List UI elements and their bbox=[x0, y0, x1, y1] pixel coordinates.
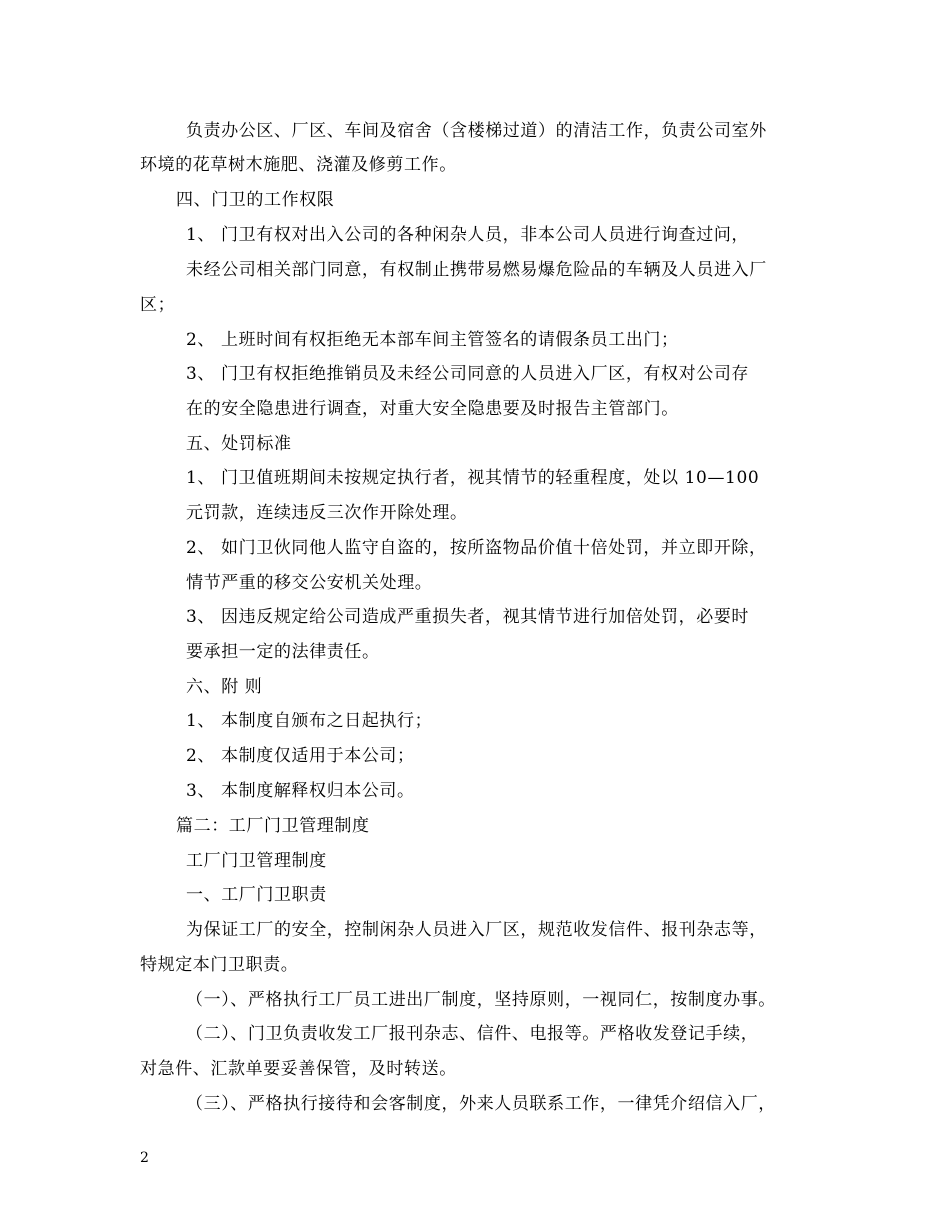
text-line: 环境的花草树木施肥、浇灌及修剪工作。 bbox=[140, 155, 457, 175]
text-line: 为保证工厂的安全，控制闲杂人员进入厂区，规范收发信件、报刊杂志等， bbox=[186, 920, 767, 940]
document-title: 工厂门卫管理制度 bbox=[186, 851, 327, 871]
text-line: 元罚款，连续违反三次作开除处理。 bbox=[186, 503, 468, 523]
text-line: 对急件、汇款单要妥善保管，及时转送。 bbox=[140, 1059, 457, 1079]
text-line: 特规定本门卫职责。 bbox=[140, 955, 299, 975]
list-item: （三）、严格执行接待和会客制度，外来人员联系工作，一律凭介绍信入厂， bbox=[186, 1094, 776, 1114]
list-item: 1、 门卫有权对出入公司的各种闲杂人员，非本公司人员进行询查过问， bbox=[186, 225, 750, 245]
text-line: 负责办公区、厂区、车间及宿舍（含楼梯过道）的清洁工作，负责公司室外 bbox=[186, 121, 767, 141]
section-heading: 六、附 则 bbox=[186, 677, 263, 697]
text-line: 区； bbox=[140, 295, 176, 315]
text-line: 未经公司相关部门同意，有权制止携带易燃易爆危险品的车辆及人员进入厂 bbox=[186, 260, 767, 280]
list-item: 1、 门卫值班期间未按规定执行者，视其情节的轻重程度，处以 10—100 bbox=[186, 468, 760, 488]
list-item: 3、 门卫有权拒绝推销员及未经公司同意的人员进入厂区，有权对公司存 bbox=[186, 364, 750, 384]
list-item: 2、 本制度仅适用于本公司； bbox=[186, 746, 415, 766]
section-heading: 四、门卫的工作权限 bbox=[176, 190, 335, 210]
list-item: 2、 如门卫伙同他人监守自盗的，按所盗物品价值十倍处罚，并立即开除， bbox=[186, 538, 767, 558]
list-item: 3、 本制度解释权归本公司。 bbox=[186, 781, 415, 801]
text-line: 在的安全隐患进行调查，对重大安全隐患要及时报告主管部门。 bbox=[186, 399, 679, 419]
list-item: 1、 本制度自颁布之日起执行； bbox=[186, 711, 433, 731]
chapter-heading: 篇二：工厂门卫管理制度 bbox=[176, 816, 370, 836]
list-item: 2、 上班时间有权拒绝无本部车间主管签名的请假条员工出门； bbox=[186, 330, 679, 350]
section-heading: 五、处罚标准 bbox=[186, 434, 292, 454]
section-heading: 一、工厂门卫职责 bbox=[186, 885, 327, 905]
page-number: 2 bbox=[140, 1150, 149, 1166]
text-line: 要承担一定的法律责任。 bbox=[186, 642, 380, 662]
list-item: 3、 因违反规定给公司造成严重损失者，视其情节进行加倍处罚，必要时 bbox=[186, 607, 750, 627]
list-item: （二）、门卫负责收发工厂报刊杂志、信件、电报等。严格收发登记手续， bbox=[186, 1024, 759, 1044]
text-line: 情节严重的移交公安机关处理。 bbox=[186, 573, 433, 593]
list-item: （一）、严格执行工厂员工进出厂制度，坚持原则，一视同仁，按制度办事。 bbox=[186, 990, 776, 1010]
